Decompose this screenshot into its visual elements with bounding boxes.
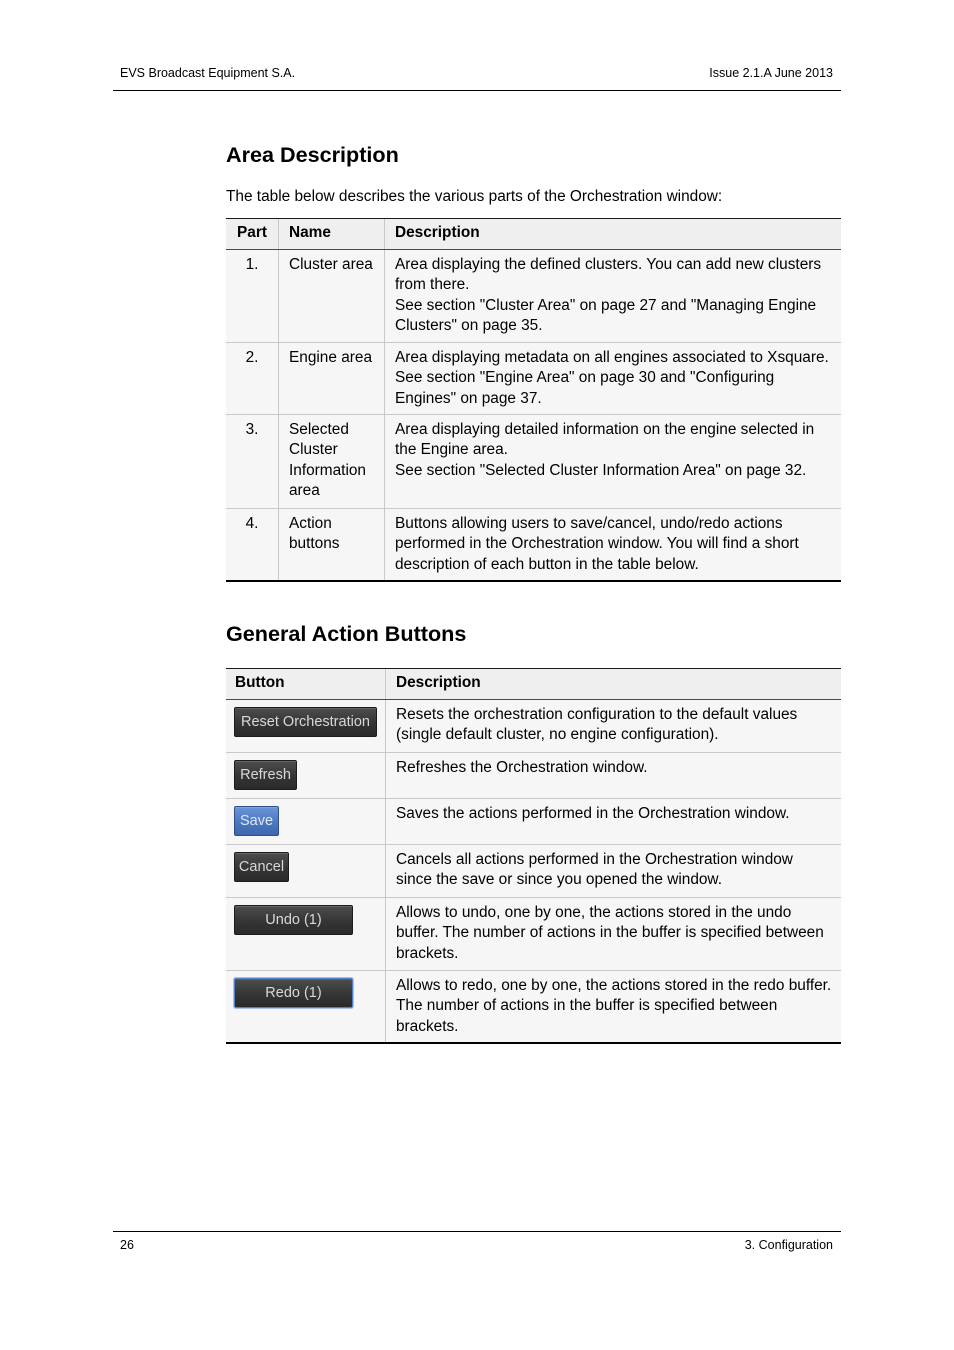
- header-issue: Issue 2.1.A June 2013: [709, 66, 833, 80]
- description-line: brackets.: [396, 944, 459, 962]
- part-name-line: Engine area: [289, 349, 373, 366]
- description-line: Allows to undo, one by one, the actions stored in the undo: [396, 904, 792, 921]
- description-line: Saves the actions performed in the Orchestration window.: [396, 805, 790, 822]
- table-row: [226, 509, 841, 582]
- part-number: 3.: [226, 415, 279, 508]
- refresh-button: Refresh: [234, 760, 297, 790]
- table-row: [226, 799, 841, 845]
- button-description: [386, 700, 841, 752]
- description-line: the Engine area.: [395, 441, 508, 459]
- part-description: [385, 343, 841, 414]
- part-number: 4.: [226, 509, 279, 580]
- save-button: Save: [234, 806, 279, 836]
- part-description: [385, 250, 841, 342]
- part-name-line: Information: [289, 461, 366, 479]
- description-line: Allows to redo, one by one, the actions stored in the redo buffer.: [396, 977, 832, 994]
- description-line: description of each button in the table below.: [395, 555, 699, 573]
- table-row: [226, 700, 841, 753]
- description-line: See section "Engine Area" on page 30 and "Configuring: [395, 369, 775, 387]
- button-cell: [226, 753, 386, 798]
- area-description-table: [226, 218, 841, 582]
- button-description: [386, 753, 841, 798]
- table-row: [226, 971, 841, 1044]
- table-row: [226, 250, 841, 343]
- description-line: Cancels all actions performed in the Orchestration window: [396, 851, 793, 868]
- header-company: EVS Broadcast Equipment S.A.: [120, 66, 296, 80]
- description-line: since the save or since you opened the window.: [396, 871, 722, 889]
- table-row: [226, 415, 841, 509]
- table-row: [226, 753, 841, 799]
- column-header-part: Part: [226, 219, 279, 249]
- part-name: [279, 509, 385, 580]
- reset-orchestration-button: Reset Orchestration: [234, 707, 377, 737]
- description-line: (single default cluster, no engine configuration).: [396, 726, 719, 744]
- column-header-name: Name: [279, 219, 385, 249]
- part-name-line: buttons: [289, 535, 340, 553]
- part-number: 2.: [226, 343, 279, 414]
- description-line: buffer. The number of actions in the buffer is specified between: [396, 924, 824, 942]
- part-name-line: Cluster: [289, 441, 338, 459]
- part-name-line: Cluster area: [289, 256, 373, 273]
- footer-rule: [113, 1231, 841, 1232]
- cancel-button: Cancel: [234, 852, 289, 882]
- description-line: See section "Cluster Area" on page 27 and "Managing Engine: [395, 296, 817, 314]
- table-row: [226, 898, 841, 971]
- part-name: [279, 250, 385, 342]
- description-line: from there.: [395, 276, 470, 294]
- button-description: [386, 845, 841, 897]
- button-cell: [226, 700, 386, 752]
- intro-paragraph: The table below describes the various parts of the Orchestration window:: [226, 188, 723, 205]
- description-line: See section "Selected Cluster Information Area" on page 32.: [395, 461, 807, 479]
- part-name-line: area: [289, 481, 320, 499]
- part-name: [279, 415, 385, 508]
- button-cell: [226, 799, 386, 844]
- description-line: performed in the Orchestration window. You will find a short: [395, 535, 799, 553]
- description-line: brackets.: [396, 1017, 459, 1035]
- column-header-description: Description: [395, 224, 480, 241]
- description-line: Resets the orchestration configuration to the default values: [396, 706, 798, 723]
- part-description: [385, 415, 841, 508]
- table-header-row: [226, 219, 841, 250]
- part-name: [279, 343, 385, 414]
- column-header-button: Button: [226, 669, 386, 699]
- description-line: Clusters" on page 35.: [395, 316, 543, 334]
- button-cell: [226, 898, 386, 970]
- button-cell: [226, 845, 386, 897]
- button-cell: [226, 971, 386, 1042]
- table-row: [226, 343, 841, 415]
- description-line: Area displaying metadata on all engines associated to Xsquare.: [395, 349, 829, 366]
- description-line: The number of actions in the buffer is specified between: [396, 997, 778, 1015]
- page-number: 26: [120, 1238, 134, 1252]
- part-description: [385, 509, 841, 580]
- description-line: Area displaying the defined clusters. You can add new clusters: [395, 256, 822, 273]
- button-description: [386, 898, 841, 970]
- button-description: [386, 799, 841, 844]
- column-header-description: Description: [396, 674, 481, 691]
- button-description: [386, 971, 841, 1042]
- description-line: Buttons allowing users to save/cancel, undo/redo actions: [395, 515, 783, 532]
- part-number: 1.: [226, 250, 279, 342]
- table-header-row: [226, 669, 841, 700]
- description-line: Refreshes the Orchestration window.: [396, 759, 648, 776]
- header-rule: [113, 90, 841, 91]
- description-line: Area displaying detailed information on the engine selected in: [395, 421, 815, 438]
- general-action-buttons-table: [226, 668, 841, 1044]
- description-line: Engines" on page 37.: [395, 389, 542, 407]
- part-name-line: Selected: [289, 421, 349, 438]
- redo-button: Redo (1): [234, 978, 353, 1008]
- undo-button: Undo (1): [234, 905, 353, 935]
- part-name-line: Action: [289, 515, 332, 532]
- table-row: [226, 845, 841, 898]
- section-heading-general-action-buttons: General Action Buttons: [226, 621, 467, 646]
- section-heading-area-description: Area Description: [226, 142, 399, 167]
- footer-chapter: 3. Configuration: [744, 1238, 833, 1252]
